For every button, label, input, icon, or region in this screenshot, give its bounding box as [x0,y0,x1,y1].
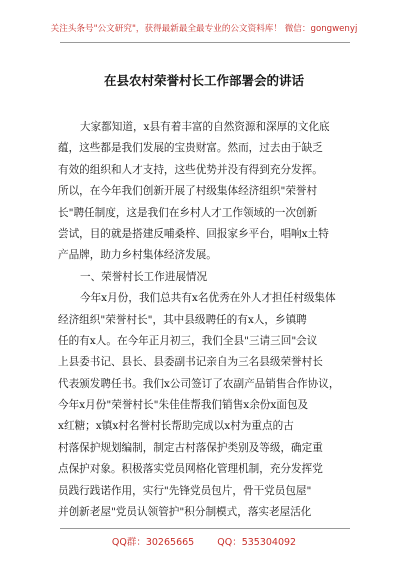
footer-qq-group: QQ群：30265665 [111,537,195,548]
body-line: 村落保护规划编制，制定古村落保护类别及等级，确定重 [58,441,323,454]
body-line: 所以，在今年我们创新开展了村级集体经济组织"荣誉村 [58,185,318,198]
document-title: 在县农村荣誉村长工作部署会的讲话 [103,73,304,88]
body-line: 并创新老屋"党员认领管护"积分制模式，落实老屋活化 [58,506,312,519]
footer-qq: QQ：535304092 [217,537,297,548]
section-heading: 一、荣誉村长工作进展情况 [80,270,208,283]
body-line: 蕴，这些都是我们发展的宝贵财富。然而，过去由于缺乏 [58,142,323,155]
body-line: 任的有x人。在今年正月初三，我们全县"三请三回"会议 [58,334,318,347]
body-line: 点保护对象。积极落实党员网格化管理机制，充分发挥党 [58,463,323,476]
body-line: 上县委书记、县长、县委副书记亲自为三名县级荣誉村长 [58,356,323,369]
body-line: 今年x月份"荣誉村长"朱佳佳帮我们销售x余份x面包及 [58,399,309,412]
footer-divider [60,528,350,529]
header-banner: 关注头条号"公文研究"，获得最新最全最专业的公文资料库！ 微信：gongwenyj [50,24,358,34]
body-line: 有效的组织和人才支持，这些优势并没有得到充分发挥。 [58,163,323,176]
body-line: 经济组织"荣誉村长"，其中县级聘任的有x人，乡镇聘 [58,313,307,326]
document-body [58,117,352,523]
footer [0,534,408,548]
body-line: 大家都知道，x县有着丰富的自然资源和深厚的文化底 [80,121,330,133]
body-line: 尝试，目的就是搭建反哺桑梓、回报家乡平台，唱响x土特 [58,227,329,240]
body-line: 长"聘任制度，这是我们在乡村人才工作领域的一次创新 [58,206,318,219]
body-line: 员践行践诺作用，实行"先锋党员包片，骨干党员包屋" [58,484,312,497]
body-line: 代表颁发聘任书。我们x公司签订了农副产品销售合作协议， [58,377,340,390]
body-line: 今年x月份，我们总共有x名优秀在外人才担任村级集体 [80,292,336,305]
body-line: x红糖；x镇x村名誉村长帮助完成以x村为重点的古 [58,420,294,433]
body-line: 产品牌，助力乡村集体经济发展。 [58,249,217,262]
header-divider [60,42,350,43]
